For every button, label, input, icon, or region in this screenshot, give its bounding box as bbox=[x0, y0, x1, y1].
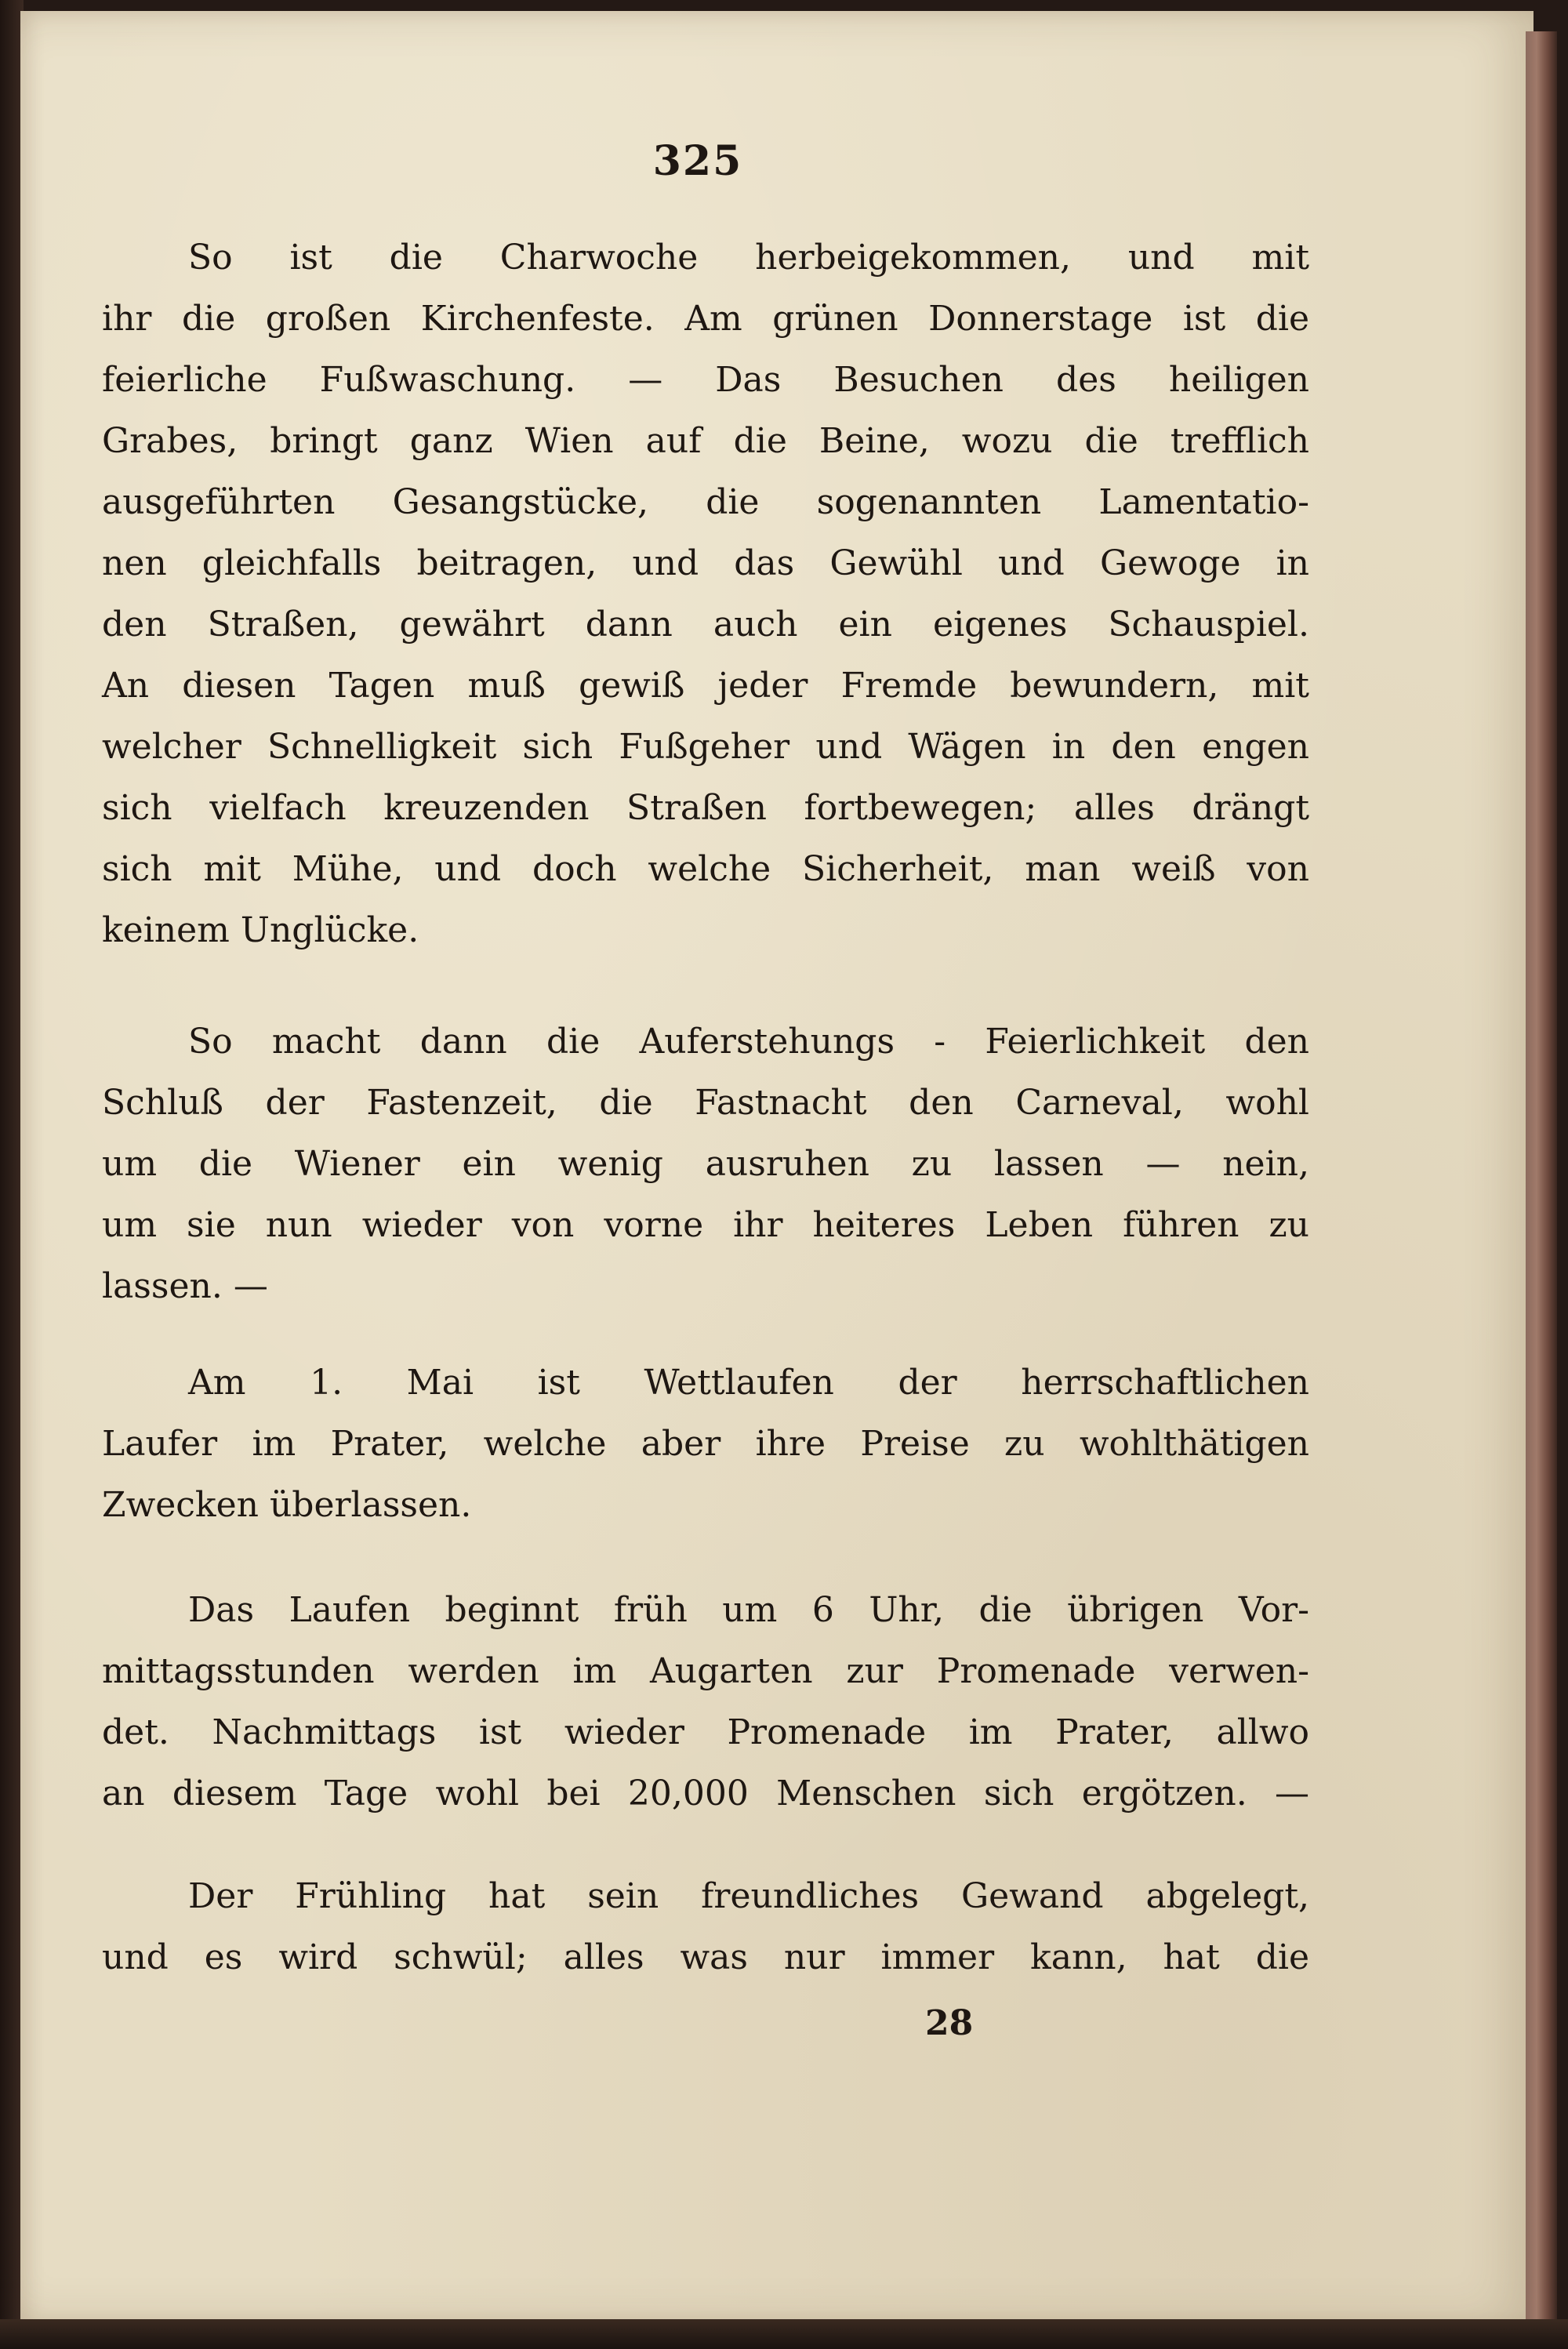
page-stack-edge bbox=[1526, 31, 1557, 2321]
text-line: ausgeführten Gesangstücke, die sogenannten Lamentatio- bbox=[102, 482, 1309, 522]
text-line: Der Frühling hat sein freundliches Gewand abgelegt, bbox=[188, 1876, 1309, 1916]
text-line: mittagsstunden werden im Augarten zur Promenade verwen- bbox=[102, 1651, 1309, 1691]
text-line: An diesen Tagen muß gewiß jeder Fremde bewundern, mit bbox=[102, 666, 1309, 706]
paragraph-3 bbox=[102, 1352, 1309, 1536]
paragraph-2 bbox=[102, 1011, 1309, 1317]
text-line: det. Nachmittags ist wieder Promenade im Prater, allwo bbox=[102, 1712, 1309, 1752]
book-bottom-edge bbox=[0, 2319, 1568, 2349]
text-line: So macht dann die Auferstehungs - Feierlichkeit den bbox=[188, 1022, 1309, 1062]
text-line: nen gleichfalls beitragen, und das Gewühl und Gewoge in bbox=[102, 543, 1309, 583]
text-line: Grabes, bringt ganz Wien auf die Beine, wozu die trefflich bbox=[102, 421, 1309, 461]
page-number: 325 bbox=[652, 137, 743, 185]
text-line: So ist die Charwoche herbeigekommen, und mit bbox=[188, 238, 1309, 278]
text-line: Am 1. Mai ist Wettlaufen der herrschaftlichen bbox=[188, 1363, 1309, 1403]
text-line: welcher Schnelligkeit sich Fußgeher und Wägen in den engen bbox=[102, 727, 1309, 767]
text-line: und es wird schwül; alles was nur immer kann, hat die bbox=[102, 1937, 1309, 1977]
text-line: an diesem Tage wohl bei 20,000 Menschen sich ergötzen. — bbox=[102, 1774, 1309, 1813]
text-line: Zwecken überlassen. bbox=[102, 1485, 472, 1525]
paragraph-5 bbox=[102, 1866, 1309, 1988]
signature-mark: 28 bbox=[925, 2003, 974, 2043]
text-line: ihr die großen Kirchenfeste. Am grünen Donnerstage ist die bbox=[102, 299, 1309, 339]
text-line: um sie nun wieder von vorne ihr heiteres Leben führen zu bbox=[102, 1205, 1309, 1245]
text-line: Schluß der Fastenzeit, die Fastnacht den Carneval, wohl bbox=[102, 1083, 1309, 1123]
text-line: keinem Unglücke. bbox=[102, 910, 419, 950]
text-line: sich mit Mühe, und doch welche Sicherheit, man weiß von bbox=[102, 849, 1309, 889]
paragraph-1 bbox=[102, 227, 1309, 961]
paragraph-4 bbox=[102, 1580, 1309, 1824]
text-line: den Straßen, gewährt dann auch ein eigenes Schauspiel. bbox=[102, 604, 1309, 644]
text-line: feierliche Fußwaschung. — Das Besuchen des heiligen bbox=[102, 360, 1309, 400]
text-line: lassen. — bbox=[102, 1266, 268, 1306]
text-line: Laufer im Prater, welche aber ihre Preise zu wohlthätigen bbox=[102, 1424, 1309, 1464]
text-line: sich vielfach kreuzenden Straßen fortbewegen; alles drängt bbox=[102, 788, 1309, 828]
text-line: um die Wiener ein wenig ausruhen zu lassen — nein, bbox=[102, 1144, 1309, 1184]
text-line: Das Laufen beginnt früh um 6 Uhr, die übrigen Vor- bbox=[188, 1590, 1309, 1630]
